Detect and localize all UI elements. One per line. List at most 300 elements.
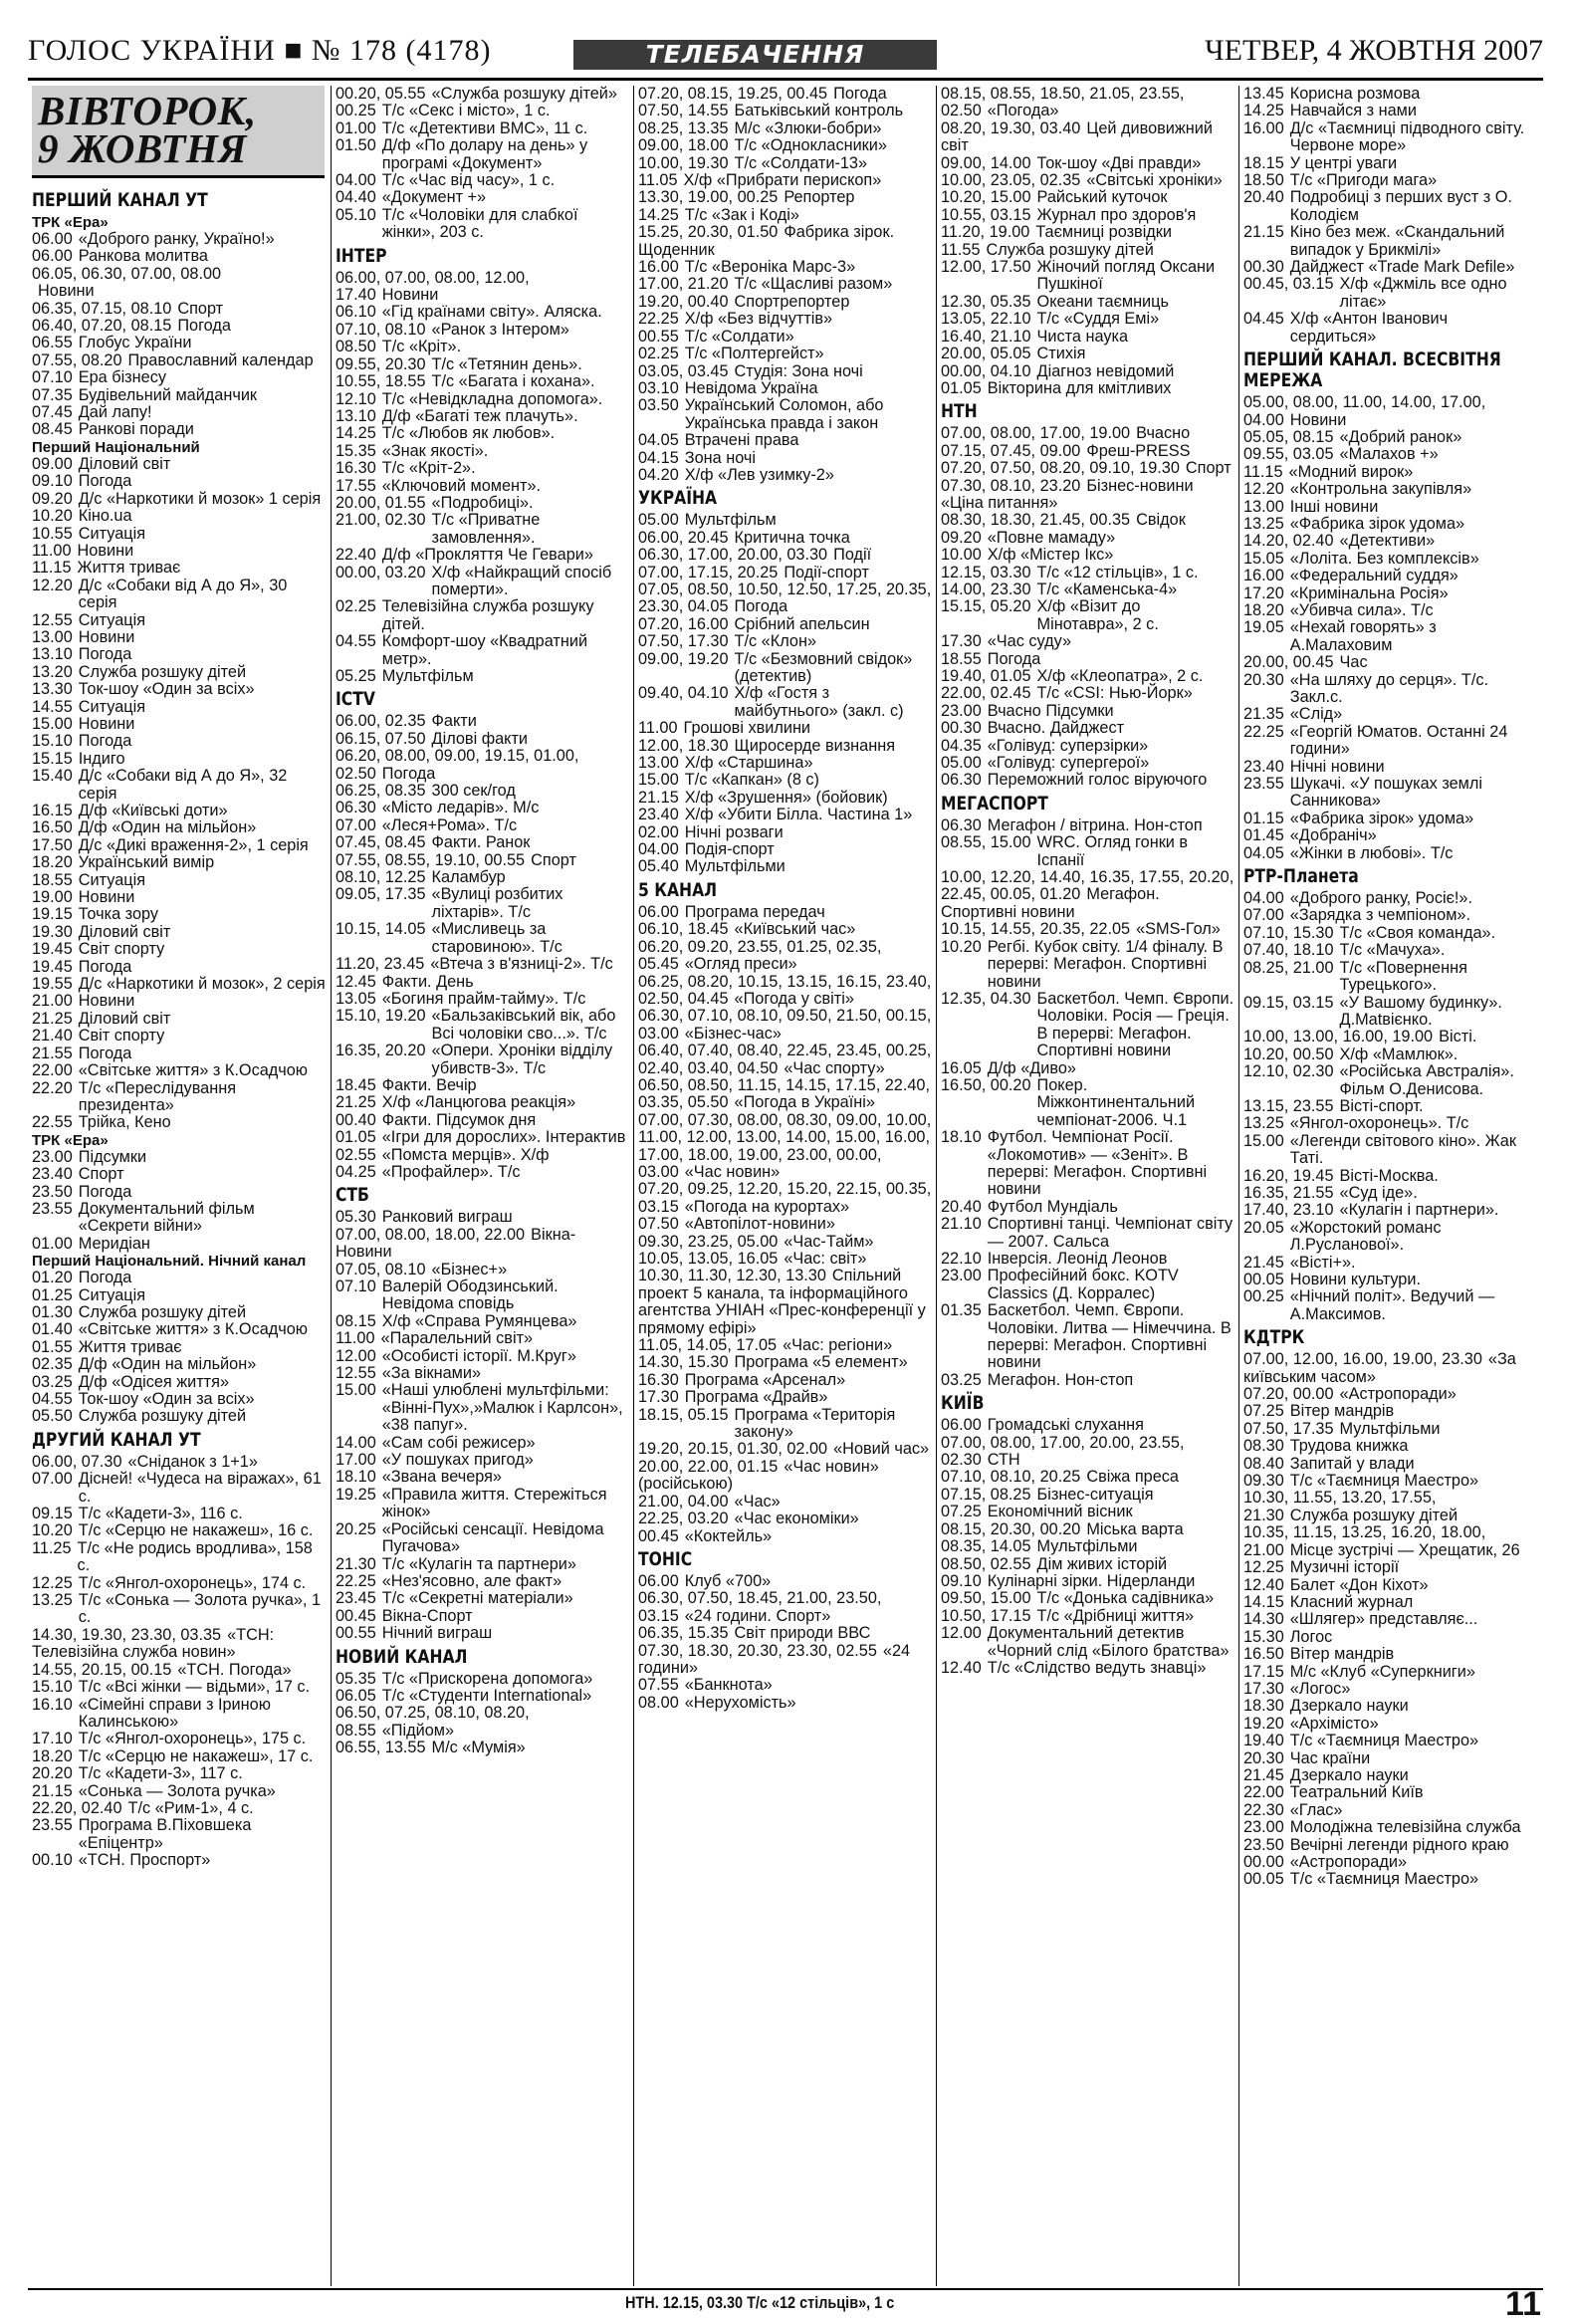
listing-title: Погода	[734, 597, 788, 616]
listing-title: Срібний апельсин	[734, 614, 870, 633]
listing-item	[638, 380, 932, 397]
listing-item	[336, 189, 629, 206]
listing-time: 18.55	[941, 649, 982, 668]
listing-title: Д/ф «По долару на день» у програмі «Документ»	[381, 136, 588, 172]
listing-time: 21.45	[1243, 1765, 1284, 1784]
listing-time: 13.45	[1243, 86, 1284, 103]
footer-divider	[28, 2288, 1543, 2290]
listing-title: «Астропоради»	[1289, 1853, 1408, 1871]
listing-title: «Вісті+».	[1289, 1253, 1356, 1272]
listing-item	[941, 1573, 1234, 1590]
listing-title: «Сам собі режисер»	[381, 1433, 536, 1452]
listing-item	[638, 1216, 932, 1233]
listing-title: Новини	[38, 282, 95, 301]
listing-item	[1243, 1351, 1537, 1386]
listing-item	[336, 1008, 629, 1043]
listing-item	[638, 1234, 932, 1251]
listing-time: 12.40	[1243, 1575, 1284, 1594]
listing-title: Громадські слухання	[987, 1416, 1144, 1435]
listing-item	[32, 560, 327, 577]
listing-item	[32, 335, 327, 351]
listing-item	[941, 1608, 1234, 1625]
listing-time: 19.45	[32, 940, 73, 959]
listing-item	[336, 852, 629, 869]
channel-heading: РТР-Планета	[1243, 865, 1359, 888]
listing-item	[32, 318, 327, 335]
listing-item	[1243, 1185, 1537, 1202]
listing-title: Т/с «Солдати-13»	[734, 153, 868, 172]
listing-time: 13.25	[1243, 514, 1284, 533]
listing-title: Спортрепортер	[734, 292, 850, 311]
channel-subheading: ТРК «Ера»	[32, 214, 109, 231]
listing-title: М/с «Злюки-бобри»	[734, 118, 882, 137]
listing-time: 21.25	[32, 1009, 73, 1028]
listing-title: Факти. Ранок	[431, 833, 531, 852]
listing-title: «Коктейль»	[684, 1526, 773, 1545]
listing-title: «За київським часом»	[1243, 1350, 1516, 1386]
listing-title: «Архімісто»	[1289, 1714, 1379, 1733]
listing-title: Дай лапу!	[78, 403, 152, 422]
listing-time: 10.55, 03.15	[941, 205, 1031, 224]
listing-item	[1243, 1046, 1537, 1063]
listing-item	[638, 259, 932, 276]
listing-title: Т/с «Кадети-3», 116 с.	[78, 1505, 243, 1523]
listing-title: «Фабрика зірок удома»	[1289, 514, 1465, 533]
listing-time: 10.00, 19.30	[638, 153, 729, 172]
listing-title: Місце зустрічі — Хрещатик, 26	[1289, 1540, 1520, 1559]
listing-item	[1243, 1220, 1537, 1255]
listing-time: 06.00, 07.00, 08.00, 12.00, 17.40	[336, 268, 530, 305]
listing-time: 19.40	[1243, 1732, 1284, 1750]
listing-item	[941, 311, 1234, 328]
listing-title: Студія: Зона ночі	[734, 361, 863, 380]
listing-item	[32, 369, 327, 386]
listing-item	[32, 1236, 327, 1253]
listing-item	[638, 512, 932, 529]
listing-title: Т/с «Серцю не накажеш», 16 с.	[78, 1521, 314, 1540]
listing-title: Точка зору	[78, 905, 159, 924]
listing-time: 00.20, 05.55	[336, 86, 426, 103]
listing-title: Фреш-PRESS	[1086, 441, 1191, 460]
listing-item	[638, 189, 932, 206]
listing-time: 22.40	[336, 546, 376, 565]
listing-item	[32, 1321, 327, 1338]
listing-item	[336, 1313, 629, 1330]
listing-title: Т/с «Суддя Емі»	[1036, 310, 1160, 329]
listing-item	[638, 1625, 932, 1642]
listing-item	[1243, 1767, 1537, 1784]
listing-title: «Нехай говорять» з А.Малаховим	[1289, 618, 1437, 654]
listing-time: 22.25	[1243, 722, 1284, 741]
listing-title: «Голівуд: суперзірки»	[987, 736, 1149, 755]
listing-time: 12.25	[32, 1573, 73, 1592]
listing-title: Професійний бокс. KOTV Classics (Д. Корралес)	[987, 1267, 1179, 1302]
listing-item	[1243, 1802, 1537, 1819]
listing-item	[941, 772, 1234, 789]
listing-time: 14.20, 02.40	[1243, 532, 1334, 551]
listing-time: 04.55	[32, 1390, 73, 1408]
listing-item	[1243, 311, 1537, 346]
listing-item	[32, 1852, 327, 1869]
listing-time: 08.20, 19.30, 03.40	[941, 118, 1081, 137]
listing-time: 19.20, 00.40	[638, 292, 729, 311]
listing-time: 10.35, 11.15, 13.25, 16.20, 18.00, 21.00	[1243, 1523, 1486, 1559]
listing-time: 23.00	[941, 1267, 982, 1285]
listing-title: Т/с «Щасливі разом»	[734, 275, 893, 294]
listing-time: 20.25	[336, 1519, 376, 1538]
listing-item	[336, 1435, 629, 1452]
listing-time: 01.30	[32, 1302, 73, 1321]
listing-time: 07.05, 08.10	[336, 1260, 426, 1278]
listing-title: СТН	[987, 1451, 1020, 1470]
listing-time: 19.15	[32, 905, 73, 924]
listing-time: 11.00	[32, 541, 72, 560]
listing-time: 09.05, 17.35	[336, 885, 426, 904]
listing-time: 06.10, 18.45	[638, 920, 729, 939]
listing-item	[32, 248, 327, 265]
listing-title: Ранкова молитва	[78, 247, 208, 266]
listing-time: 07.55, 08.20	[32, 350, 122, 369]
listing-item	[1243, 120, 1537, 155]
listing-title: Економічний вісник	[987, 1503, 1133, 1521]
listing-title: Т/с «Таємниця Маестро»	[1289, 1472, 1479, 1491]
listing-title: Новини	[381, 286, 439, 305]
listing-time: 21.35	[1243, 705, 1284, 724]
listing-title: Каламбур	[431, 868, 506, 887]
listing-title: «Час»	[734, 1492, 781, 1511]
listing-item	[1243, 189, 1537, 224]
listing-title: Дзеркало науки	[1289, 1765, 1409, 1784]
listing-time: 10.30, 11.30, 12.30, 13.30	[638, 1267, 826, 1285]
listing-item	[1243, 551, 1537, 568]
listing-title: «Зарядка з чемпіоном».	[1289, 906, 1470, 925]
listing-item	[336, 991, 629, 1008]
listing-title: Нічні розваги	[684, 822, 784, 841]
listing-title: Т/с «Не родись вродлива», 158 с.	[77, 1538, 313, 1575]
listing-time: 13.30, 19.00, 00.25	[638, 188, 779, 207]
listing-item	[32, 578, 327, 612]
listing-item	[638, 1695, 932, 1712]
listing-item	[1243, 516, 1537, 533]
listing-time: 07.10	[32, 368, 73, 387]
listing-item	[638, 807, 932, 823]
listing-item	[32, 1679, 327, 1696]
listing-time: 23.55	[1243, 775, 1284, 794]
listing-item	[638, 547, 932, 564]
listing-title: «Георгій Юматов. Останні 24 години»	[1289, 722, 1508, 759]
listing-item	[638, 904, 932, 921]
listing-title: Т/с «Своя команда».	[1339, 923, 1496, 942]
listing-title: «Ранок з Інтером»	[431, 320, 569, 339]
listing-item	[1243, 1272, 1537, 1288]
listing-title: Т/с «Пригоди мага»	[1289, 171, 1438, 190]
listing-time: 22.10	[941, 1250, 982, 1268]
listing-time: 22.25	[336, 1571, 376, 1590]
listing-item	[941, 1372, 1234, 1389]
listing-item	[32, 266, 327, 283]
listing-item	[32, 1166, 327, 1183]
listing-item	[336, 633, 629, 668]
listing-item	[1243, 1698, 1537, 1715]
channel-heading: ТОНІС	[638, 1547, 693, 1570]
listing-title: «ТСН. Погода»	[177, 1660, 292, 1679]
listing-item	[32, 629, 327, 646]
listing-title: Дайджест «Trade Mark Defile»	[1289, 258, 1515, 277]
listing-title: Баскетбол. Чемп. Європи. Чоловіки. Литва — Німеччина. В перерві: Мегафон. Спортивні новини	[987, 1301, 1232, 1372]
listing-time: 07.50, 17.35	[1243, 1419, 1334, 1438]
listing-item	[32, 1270, 327, 1286]
column-3	[633, 86, 936, 2286]
listing-title: «Логос»	[1289, 1679, 1351, 1698]
listing-time: 01.35	[941, 1301, 982, 1320]
listing-item	[32, 819, 327, 836]
listing-title: Вісті-спорт.	[1339, 1096, 1424, 1115]
listing-title: Клуб «700»	[684, 1571, 772, 1590]
listing-title: «Вулиці розбитих ліхтарів». Т/с	[431, 885, 563, 921]
listing-title: Трійка, Кено	[78, 1113, 171, 1132]
listing-item	[1243, 1577, 1537, 1594]
listing-item	[1243, 811, 1537, 827]
listing-time: 07.00, 08.00, 18.00, 22.00	[336, 1225, 526, 1244]
listing-item	[1243, 960, 1537, 995]
channel-heading: ПЕРШИЙ КАНАЛ УТ	[32, 189, 208, 211]
listing-time: 18.15, 05.15	[638, 1405, 729, 1424]
listing-time: 13.10	[32, 645, 73, 664]
listing-item	[336, 1705, 629, 1740]
listing-item	[336, 1094, 629, 1111]
listing-title: Зона ночі	[684, 448, 756, 467]
listing-item	[32, 1748, 327, 1765]
listing-time: 20.00, 00.45	[1243, 653, 1334, 672]
listing-item	[638, 103, 932, 119]
listing-item	[32, 1062, 327, 1079]
listing-title: «Гід країнами світу». Аляска.	[381, 303, 602, 322]
listing-item	[1243, 1784, 1537, 1801]
listing-title: Новини	[78, 627, 135, 646]
channel-subheading: Перший Національний. Нічний канал	[32, 1253, 307, 1271]
listing-title: Жіночий погляд Оксани Пушкіної	[1036, 258, 1216, 294]
channel-heading: УКРАЇНА	[638, 487, 718, 510]
listing-item	[32, 768, 327, 803]
listing-time: 20.40	[941, 1197, 982, 1216]
listing-item	[32, 421, 327, 438]
listing-time: 01.40	[32, 1320, 73, 1339]
listing-item	[1243, 1733, 1537, 1749]
listing-time: 20.30	[1243, 670, 1284, 689]
listing-title: Океани таємниць	[1036, 292, 1169, 311]
listing-title: Т/с «Секретні матеріали»	[381, 1589, 573, 1608]
listing-item	[336, 356, 629, 373]
listing-time: 07.50	[638, 1215, 679, 1234]
listing-time: 14.30, 19.30, 23.30, 03.35	[32, 1625, 222, 1644]
listing-item	[1243, 103, 1537, 119]
listing-title: Телевізійна служба розшуку дітей.	[381, 597, 594, 633]
listing-time: 05.00	[941, 754, 982, 773]
listing-time: 08.00	[638, 1693, 679, 1712]
listing-title: Переможний голос віруючого	[987, 771, 1208, 790]
listing-item	[32, 1697, 327, 1732]
listing-item	[1243, 1837, 1537, 1854]
listing-time: 00.00	[1243, 1853, 1284, 1871]
listing-item	[638, 1337, 932, 1354]
listing-item	[941, 1268, 1234, 1302]
listing-title: «Наші улюблені мультфільми: «Вінні-Пух»,»Малюк і Карлсон», «38 папуг».	[381, 1381, 623, 1435]
listing-time: 04.00	[1243, 889, 1284, 908]
listing-time: 11.25	[32, 1538, 72, 1557]
listing-title: Мультфільми	[1036, 1537, 1138, 1556]
listing-title: Х/ф «Зрушення» (бойовик)	[684, 788, 888, 807]
listing-time: 18.20	[32, 1746, 73, 1765]
listing-item	[941, 1660, 1234, 1677]
listing-title: «Особисті історії. М.Круг»	[381, 1346, 576, 1365]
listing-time: 07.20, 08.15, 19.25, 00.45	[638, 86, 828, 103]
listing-title: Райський куточок	[1036, 188, 1168, 207]
listing-item	[1243, 224, 1537, 259]
listing-time: 15.10, 19.20	[336, 1007, 426, 1026]
listing-item	[941, 1417, 1234, 1434]
newspaper-title: ГОЛОС УКРАЇНИ ■ № 178 (4178)	[28, 34, 492, 67]
listing-time: 23.40	[638, 806, 679, 824]
listing-item	[336, 800, 629, 816]
listing-title: Ситуація	[78, 870, 146, 889]
listing-title: Д/ф «Одісея життя»	[78, 1372, 230, 1391]
listing-item	[638, 974, 932, 1009]
listing-title: Покер. Міжконтинентальний чемпіонат-2006. Ч.1	[1036, 1075, 1196, 1129]
listing-title: Д/ф «Багаті теж плачуть».	[381, 406, 578, 425]
listing-title: «Бізнес+»	[431, 1260, 508, 1278]
listing-title: «Голівуд: супергерої»	[987, 754, 1150, 773]
listing-title: Погода	[987, 649, 1041, 668]
listing-time: 17.40, 23.10	[1243, 1201, 1334, 1220]
listing-time: 07.00, 08.00, 17.00, 20.00, 23.55, 02.30	[941, 1433, 1185, 1470]
listing-title: «Контрольна закупівля»	[1289, 480, 1472, 499]
listing-title: «Погода на курортах»	[684, 1197, 850, 1216]
listing-item	[336, 668, 629, 685]
listing-title: Т/с «Багата і кохана».	[431, 372, 595, 391]
listing-item	[638, 1389, 932, 1406]
listing-time: 12.00	[336, 1346, 376, 1365]
listing-time: 12.35, 04.30	[941, 989, 1031, 1008]
listing-time: 14.25	[638, 205, 679, 224]
listing-time: 14.00, 23.30	[941, 580, 1031, 598]
listing-title: Служба розшуку дітей	[78, 1407, 247, 1426]
listing-item	[1243, 1421, 1537, 1438]
channel-heading: КИЇВ	[941, 1392, 985, 1415]
listing-time: 13.15, 23.55	[1243, 1096, 1334, 1115]
listing-time: 11.20, 23.45	[336, 955, 425, 974]
listing-item	[336, 974, 629, 991]
listing-title: «Час-Тайм»	[784, 1232, 874, 1251]
channel-heading: НТН	[941, 400, 978, 423]
listing-time: 01.05	[941, 378, 982, 397]
listing-time: 00.10	[32, 1851, 73, 1870]
listing-item	[336, 1365, 629, 1382]
listing-time: 23.50	[32, 1182, 73, 1201]
listing-title: Глобус України	[78, 334, 192, 352]
listing-time: 08.45	[32, 420, 73, 439]
listing-item	[941, 512, 1234, 529]
listing-item	[941, 1625, 1234, 1660]
listing-title: Трудова книжка	[1289, 1437, 1409, 1456]
listing-title: «Кулагін і партнери».	[1339, 1201, 1499, 1220]
listing-item	[1243, 845, 1537, 862]
listing-title: Х/ф «Прибрати перископ»	[683, 171, 882, 190]
listing-time: 10.00, 12.20, 14.40, 16.35, 17.55, 20.20, 22.45, 00.05, 01.20	[941, 868, 1234, 904]
listing-title: «Помста мерців». Х/ф	[381, 1145, 550, 1164]
listing-title: Новини	[1289, 410, 1347, 429]
listing-title: Новини	[78, 714, 135, 733]
listing-time: 10.20	[32, 507, 73, 526]
listing-time: 09.20	[941, 528, 982, 547]
listing-title: Служба розшуку дітей	[1289, 1506, 1459, 1524]
listing-title: Український вимір	[78, 853, 215, 872]
listing-item	[32, 889, 327, 906]
listing-title: «Фабрика зірок» удома»	[1289, 809, 1474, 827]
listing-time: 16.35, 20.20	[336, 1042, 426, 1060]
listing-time: 10.50, 17.15	[941, 1606, 1031, 1625]
listing-time: 04.05	[638, 431, 679, 450]
listing-title: Х/ф «Ланцюгова реакція»	[381, 1093, 576, 1112]
listing-item	[638, 1511, 932, 1527]
listing-item	[1243, 1871, 1537, 1888]
listing-item	[941, 1077, 1234, 1129]
listing-time: 02.00	[638, 822, 679, 841]
listing-item	[638, 921, 932, 938]
listing-item	[638, 1112, 932, 1182]
listing-item	[941, 869, 1234, 921]
listing-title: Т/с «Таємниця Маестро»	[1289, 1870, 1479, 1889]
listing-item	[1243, 925, 1537, 942]
listing-title: «ТСН: Телевізійна служба новин»	[32, 1625, 275, 1662]
listing-time: 15.15	[32, 749, 73, 768]
listing-time: 01.50	[336, 136, 376, 155]
listing-time: 14.25	[336, 424, 376, 443]
listing-time: 06.55, 13.55	[336, 1739, 426, 1757]
listing-time: 23.40	[1243, 757, 1284, 776]
listing-item	[32, 803, 327, 819]
listing-time: 06.50, 08.50, 11.15, 14.15, 17.15, 22.40, 03.35, 05.50	[638, 1075, 931, 1112]
listing-time: 02.25	[638, 345, 679, 363]
listing-item	[941, 1216, 1234, 1251]
listing-time: 04.20	[638, 465, 679, 484]
listing-title: Спорт	[78, 1165, 124, 1184]
listing-time: 12.00	[941, 1624, 982, 1643]
listing-time: 12.55	[32, 610, 73, 629]
listing-item	[32, 1817, 327, 1852]
listing-item	[1243, 1594, 1537, 1611]
listing-time: 08.30, 18.30, 21.45, 00.35	[941, 511, 1131, 530]
column-2	[331, 86, 633, 2286]
listing-title: Ранкові поради	[78, 420, 194, 439]
listing-item	[32, 1454, 327, 1471]
listing-item	[941, 939, 1234, 991]
listing-item	[336, 495, 629, 512]
listing-time: 08.25, 21.00	[1243, 958, 1334, 977]
listing-item	[638, 858, 932, 875]
listing-time: 12.20	[1243, 480, 1284, 499]
channel-subheading: ТРК «Ера»	[32, 1131, 109, 1149]
listing-item	[336, 886, 629, 921]
listing-item	[1243, 276, 1537, 311]
listing-time: 06.40, 07.20, 08.15	[32, 317, 172, 336]
listing-item	[638, 1573, 932, 1590]
listing-item	[638, 790, 932, 807]
listing-title: Т/с «Серцю не накажеш», 17 с.	[78, 1746, 314, 1765]
listing-title: «Леся+Рома». Т/с	[381, 815, 518, 834]
listing-title: Т/с «Однокласники»	[734, 136, 887, 155]
listing-title: Д/ф «Київські доти»	[78, 802, 228, 819]
listing-time: 14.15	[1243, 1592, 1284, 1611]
